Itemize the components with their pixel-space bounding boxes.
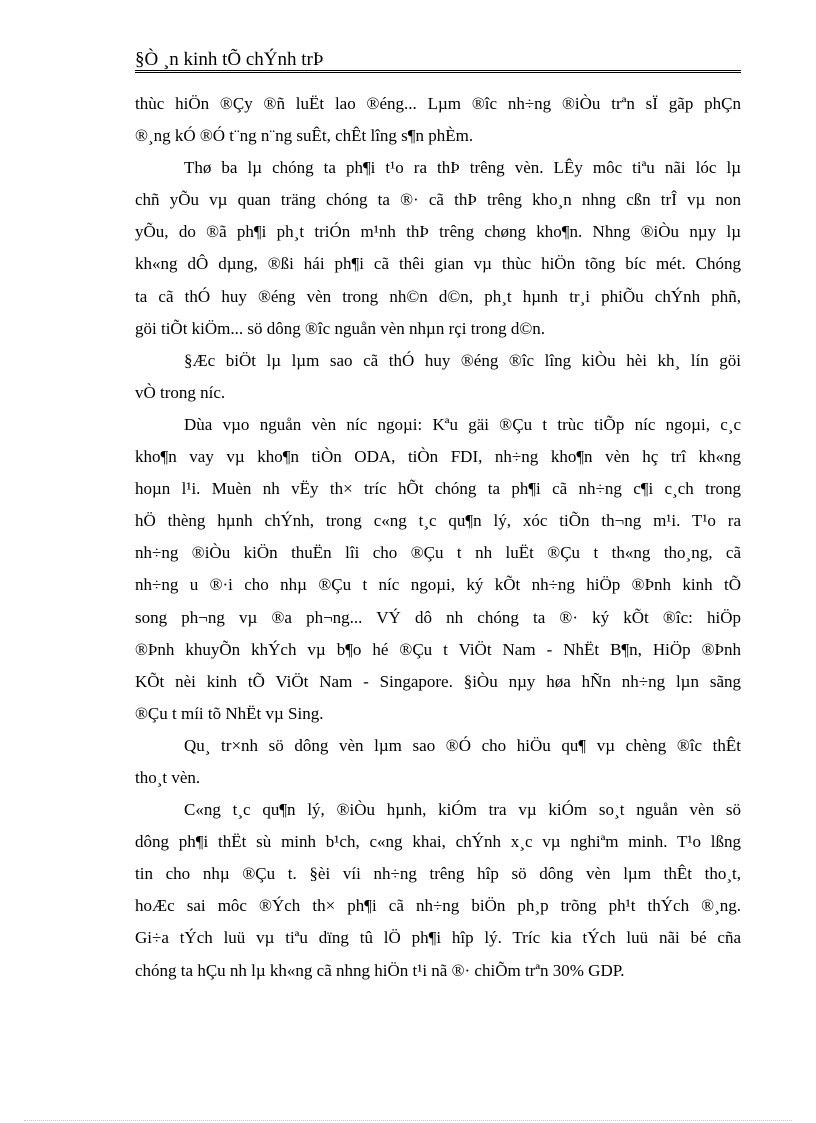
text-line: göi tiÕt kiÖm... sö dông ®îc nguån vèn nhµn rçi trong d©n. (135, 318, 546, 338)
text-line: kho¶n vay vµ kho¶n tiÒn ODA, tiÒn FDI, nh÷ng kho¶n vèn hç trî kh«ng (135, 447, 741, 467)
text-line: nh÷ng u ®·i cho nhµ ®Çu t níc ngoµi, ký kÕt nh÷ng hiÖp ®Þnh kinh tÕ (135, 575, 741, 595)
text-line: chñ yÕu vµ quan träng chóng ta ®· cã thÞ trêng kho¸n nhng cßn trÎ vµ non (135, 190, 741, 210)
text-line: hoÆc sai môc ®Ých th× ph¶i cã nh÷ng biÖn ph¸p trõng ph¹t thÝch ®¸ng. (135, 896, 741, 916)
text-line: Dùa vµo nguån vèn níc ngoµi: Kªu gäi ®Çu t trùc tiÕp níc ngoµi, c¸c (184, 414, 741, 434)
text-line: hoµn l¹i. Muèn nh vËy th× tríc hÕt chóng ta ph¶i cã nh÷ng c¶i c¸ch trong (135, 479, 741, 499)
text-line: hÖ thèng hµnh chÝnh, trong c«ng t¸c qu¶n lý, xóc tiÕn th¬ng m¹i. T¹o ra (135, 511, 741, 531)
header-rule (135, 70, 741, 73)
text-line: vÒ trong níc. (135, 382, 226, 402)
text-line: yÕu, do ®ã ph¶i ph¸t triÓn m¹nh thÞ trêng chøng kho¶n. Nhng ®iÒu nµy lµ (135, 222, 741, 242)
text-line: tho¸t vèn. (135, 767, 201, 787)
text-line: §Æc biÖt lµ lµm sao cã thÓ huy ®éng ®îc lîng kiÒu hèi kh¸ lín göi (184, 350, 741, 370)
text-line: C«ng t¸c qu¶n lý, ®iÒu hµnh, kiÓm tra vµ kiÓm so¸t nguån vèn sö (184, 800, 741, 820)
page-header (135, 48, 741, 72)
text-line: ®Çu t míi tõ NhËt vµ Sing. (135, 703, 324, 723)
text-line: ®Þnh khuyÕn khÝch vµ b¶o hé ®Çu t ViÖt Nam - NhËt B¶n, HiÖp ®Þnh (135, 639, 741, 659)
text-line: dông ph¶i thËt sù minh b¹ch, c«ng khai, chÝnh x¸c vµ nghiªm minh. T¹o lßng (135, 832, 741, 852)
text-line: Gi÷a tÝch luü vµ tiªu dïng tû lÖ ph¶i hîp lý. Tríc kia tÝch luü nãi bé cña (135, 928, 741, 948)
header-title: §Ò ¸n kinh tÕ chÝnh trÞ (135, 49, 324, 70)
text-line: nh÷ng ®iÒu kiÖn thuËn lîi cho ®Çu t nh luËt ®Çu t th«ng tho¸ng, cã (135, 543, 741, 563)
body-text (135, 88, 741, 987)
text-line: ta cã thÓ huy ®éng vèn trong nh©n d©n, ph¸t hµnh tr¸i phiÕu chÝnh phñ, (135, 286, 741, 306)
page-bottom-border (24, 1120, 792, 1121)
text-line: Qu¸ tr×nh sö dông vèn lµm sao ®Ó cho hiÖu qu¶ vµ chèng ®îc thÊt (184, 735, 741, 755)
text-line: tin cho nhµ ®Çu t. §èi víi nh÷ng trêng hîp sö dông vèn lµm thÊt tho¸t, (135, 864, 741, 884)
text-line: Thø ba lµ chóng ta ph¶i t¹o ra thÞ trêng vèn. LÊy môc tiªu nãi lóc lµ (184, 158, 741, 178)
text-line: kh«ng dÔ dµng, ®ßi hái ph¶i cã thêi gian vµ thùc hiÖn tõng bíc mét. Chóng (135, 254, 741, 274)
text-line: thùc hiÖn ®Çy ®ñ luËt lao ®éng... Lµm ®îc nh÷ng ®iÒu trªn sÏ gãp phÇn (135, 94, 741, 113)
text-line: chóng ta hÇu nh lµ kh«ng cã nhng hiÖn t¹i nã ®· chiÕm trªn 30% GDP. (135, 960, 625, 980)
text-line: KÕt nèi kinh tÕ ViÖt Nam - Singapore. §iÒu nµy høa hÑn nh÷ng lµn sãng (135, 671, 741, 691)
text-line: song ph¬ng vµ ®a ph¬ng... VÝ dô nh chóng ta ®· ký kÕt ®îc: hiÖp (135, 607, 741, 627)
text-line: ®¸ng kÓ ®Ó t¨ng n¨ng suÊt, chÊt lîng s¶n phÈm. (135, 126, 474, 146)
